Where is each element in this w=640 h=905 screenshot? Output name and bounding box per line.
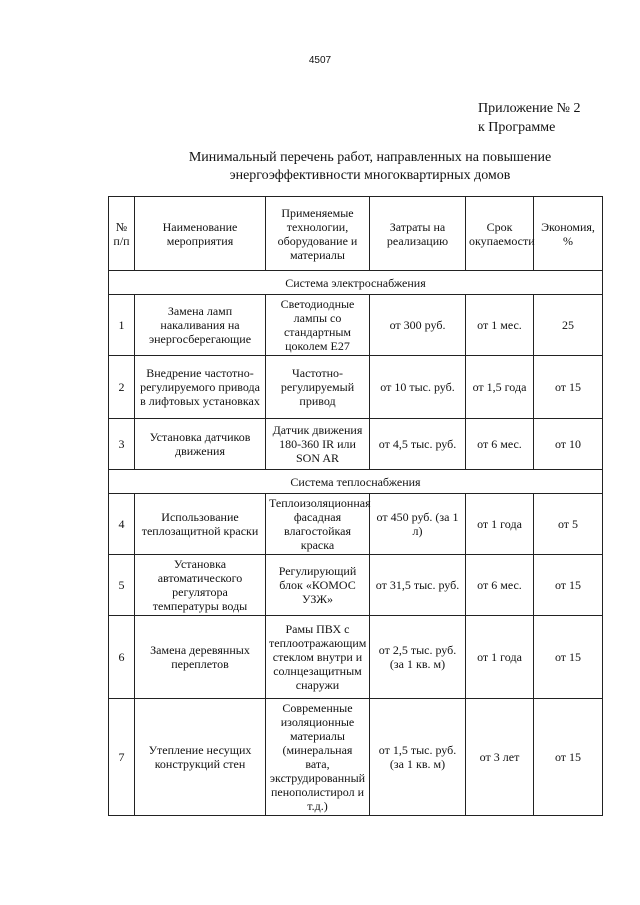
cell-savings: от 15 <box>534 699 603 816</box>
cell-payback: от 6 мес. <box>466 419 534 470</box>
appendix-line-1: Приложение № 2 <box>478 101 581 116</box>
section-row <box>109 470 603 494</box>
cell-measure: Утепление несущих конструкций стен <box>135 699 266 816</box>
cell-technology: Рамы ПВХ с теплоотражающим стеклом внутри и солнцезащитным снаружи <box>266 616 370 699</box>
document-title-line-2: энергоэффективности многоквартирных домов <box>229 168 511 183</box>
header-savings: Экономия, % <box>534 197 603 271</box>
cell-number: 3 <box>109 419 135 470</box>
cell-technology: Светодиодные лампы со стандартным цоколем Е27 <box>266 295 370 356</box>
table-row <box>109 295 603 356</box>
document-title <box>130 149 610 185</box>
header-technology: Применяемые технологии, оборудование и материалы <box>266 197 370 271</box>
document-title-line-1: Минимальный перечень работ, направленных на повышение <box>188 150 552 165</box>
table-row <box>109 494 603 555</box>
cell-measure: Замена деревянных переплетов <box>135 616 266 699</box>
cell-savings: от 10 <box>534 419 603 470</box>
table-row <box>109 555 603 616</box>
header-cost: Затраты на реализацию <box>370 197 466 271</box>
cell-cost: от 10 тыс. руб. <box>370 356 466 419</box>
header-number: № п/п <box>109 197 135 271</box>
cell-number: 7 <box>109 699 135 816</box>
cell-payback: от 1,5 года <box>466 356 534 419</box>
cell-number: 5 <box>109 555 135 616</box>
cell-cost: от 450 руб. (за 1 л) <box>370 494 466 555</box>
cell-cost: от 2,5 тыс. руб. (за 1 кв. м) <box>370 616 466 699</box>
cell-cost: от 4,5 тыс. руб. <box>370 419 466 470</box>
cell-cost: от 1,5 тыс. руб. (за 1 кв. м) <box>370 699 466 816</box>
cell-measure: Замена ламп накаливания на энергосберегающие <box>135 295 266 356</box>
cell-savings: 25 <box>534 295 603 356</box>
cell-measure: Установка автоматического регулятора температуры воды <box>135 555 266 616</box>
table-row <box>109 616 603 699</box>
cell-measure: Установка датчиков движения <box>135 419 266 470</box>
cell-payback: от 1 года <box>466 616 534 699</box>
cell-technology: Частотно-регулируемый привод <box>266 356 370 419</box>
table-header-row <box>109 197 603 271</box>
table-row <box>109 419 603 470</box>
cell-technology: Современные изоляционные материалы (минеральная вата, экструдированный пенополистирол и т.д.) <box>266 699 370 816</box>
cell-payback: от 6 мес. <box>466 555 534 616</box>
section-title: Система электроснабжения <box>109 271 603 295</box>
page-number: 4507 <box>308 55 332 66</box>
cell-payback: от 1 года <box>466 494 534 555</box>
header-measure: Наименование мероприятия <box>135 197 266 271</box>
cell-savings: от 15 <box>534 616 603 699</box>
header-payback: Срок окупаемости <box>466 197 534 271</box>
cell-payback: от 3 лет <box>466 699 534 816</box>
cell-cost: от 31,5 тыс. руб. <box>370 555 466 616</box>
table-row <box>109 699 603 816</box>
section-row <box>109 271 603 295</box>
cell-technology: Теплоизоляционная фасадная влагостойкая краска <box>266 494 370 555</box>
cell-technology: Датчик движения 180-360 IR или SON AR <box>266 419 370 470</box>
cell-savings: от 15 <box>534 356 603 419</box>
cell-technology: Регулирующий блок «КОМОС УЗЖ» <box>266 555 370 616</box>
cell-number: 6 <box>109 616 135 699</box>
cell-savings: от 5 <box>534 494 603 555</box>
section-title: Система теплоснабжения <box>109 470 603 494</box>
cell-cost: от 300 руб. <box>370 295 466 356</box>
cell-measure: Внедрение частотно-регулируемого привода в лифтовых установках <box>135 356 266 419</box>
cell-number: 4 <box>109 494 135 555</box>
cell-number: 2 <box>109 356 135 419</box>
works-table <box>108 196 603 816</box>
cell-measure: Использование теплозащитной краски <box>135 494 266 555</box>
appendix-reference <box>478 99 581 137</box>
appendix-line-2: к Программе <box>478 120 556 135</box>
cell-payback: от 1 мес. <box>466 295 534 356</box>
cell-savings: от 15 <box>534 555 603 616</box>
table-row <box>109 356 603 419</box>
cell-number: 1 <box>109 295 135 356</box>
